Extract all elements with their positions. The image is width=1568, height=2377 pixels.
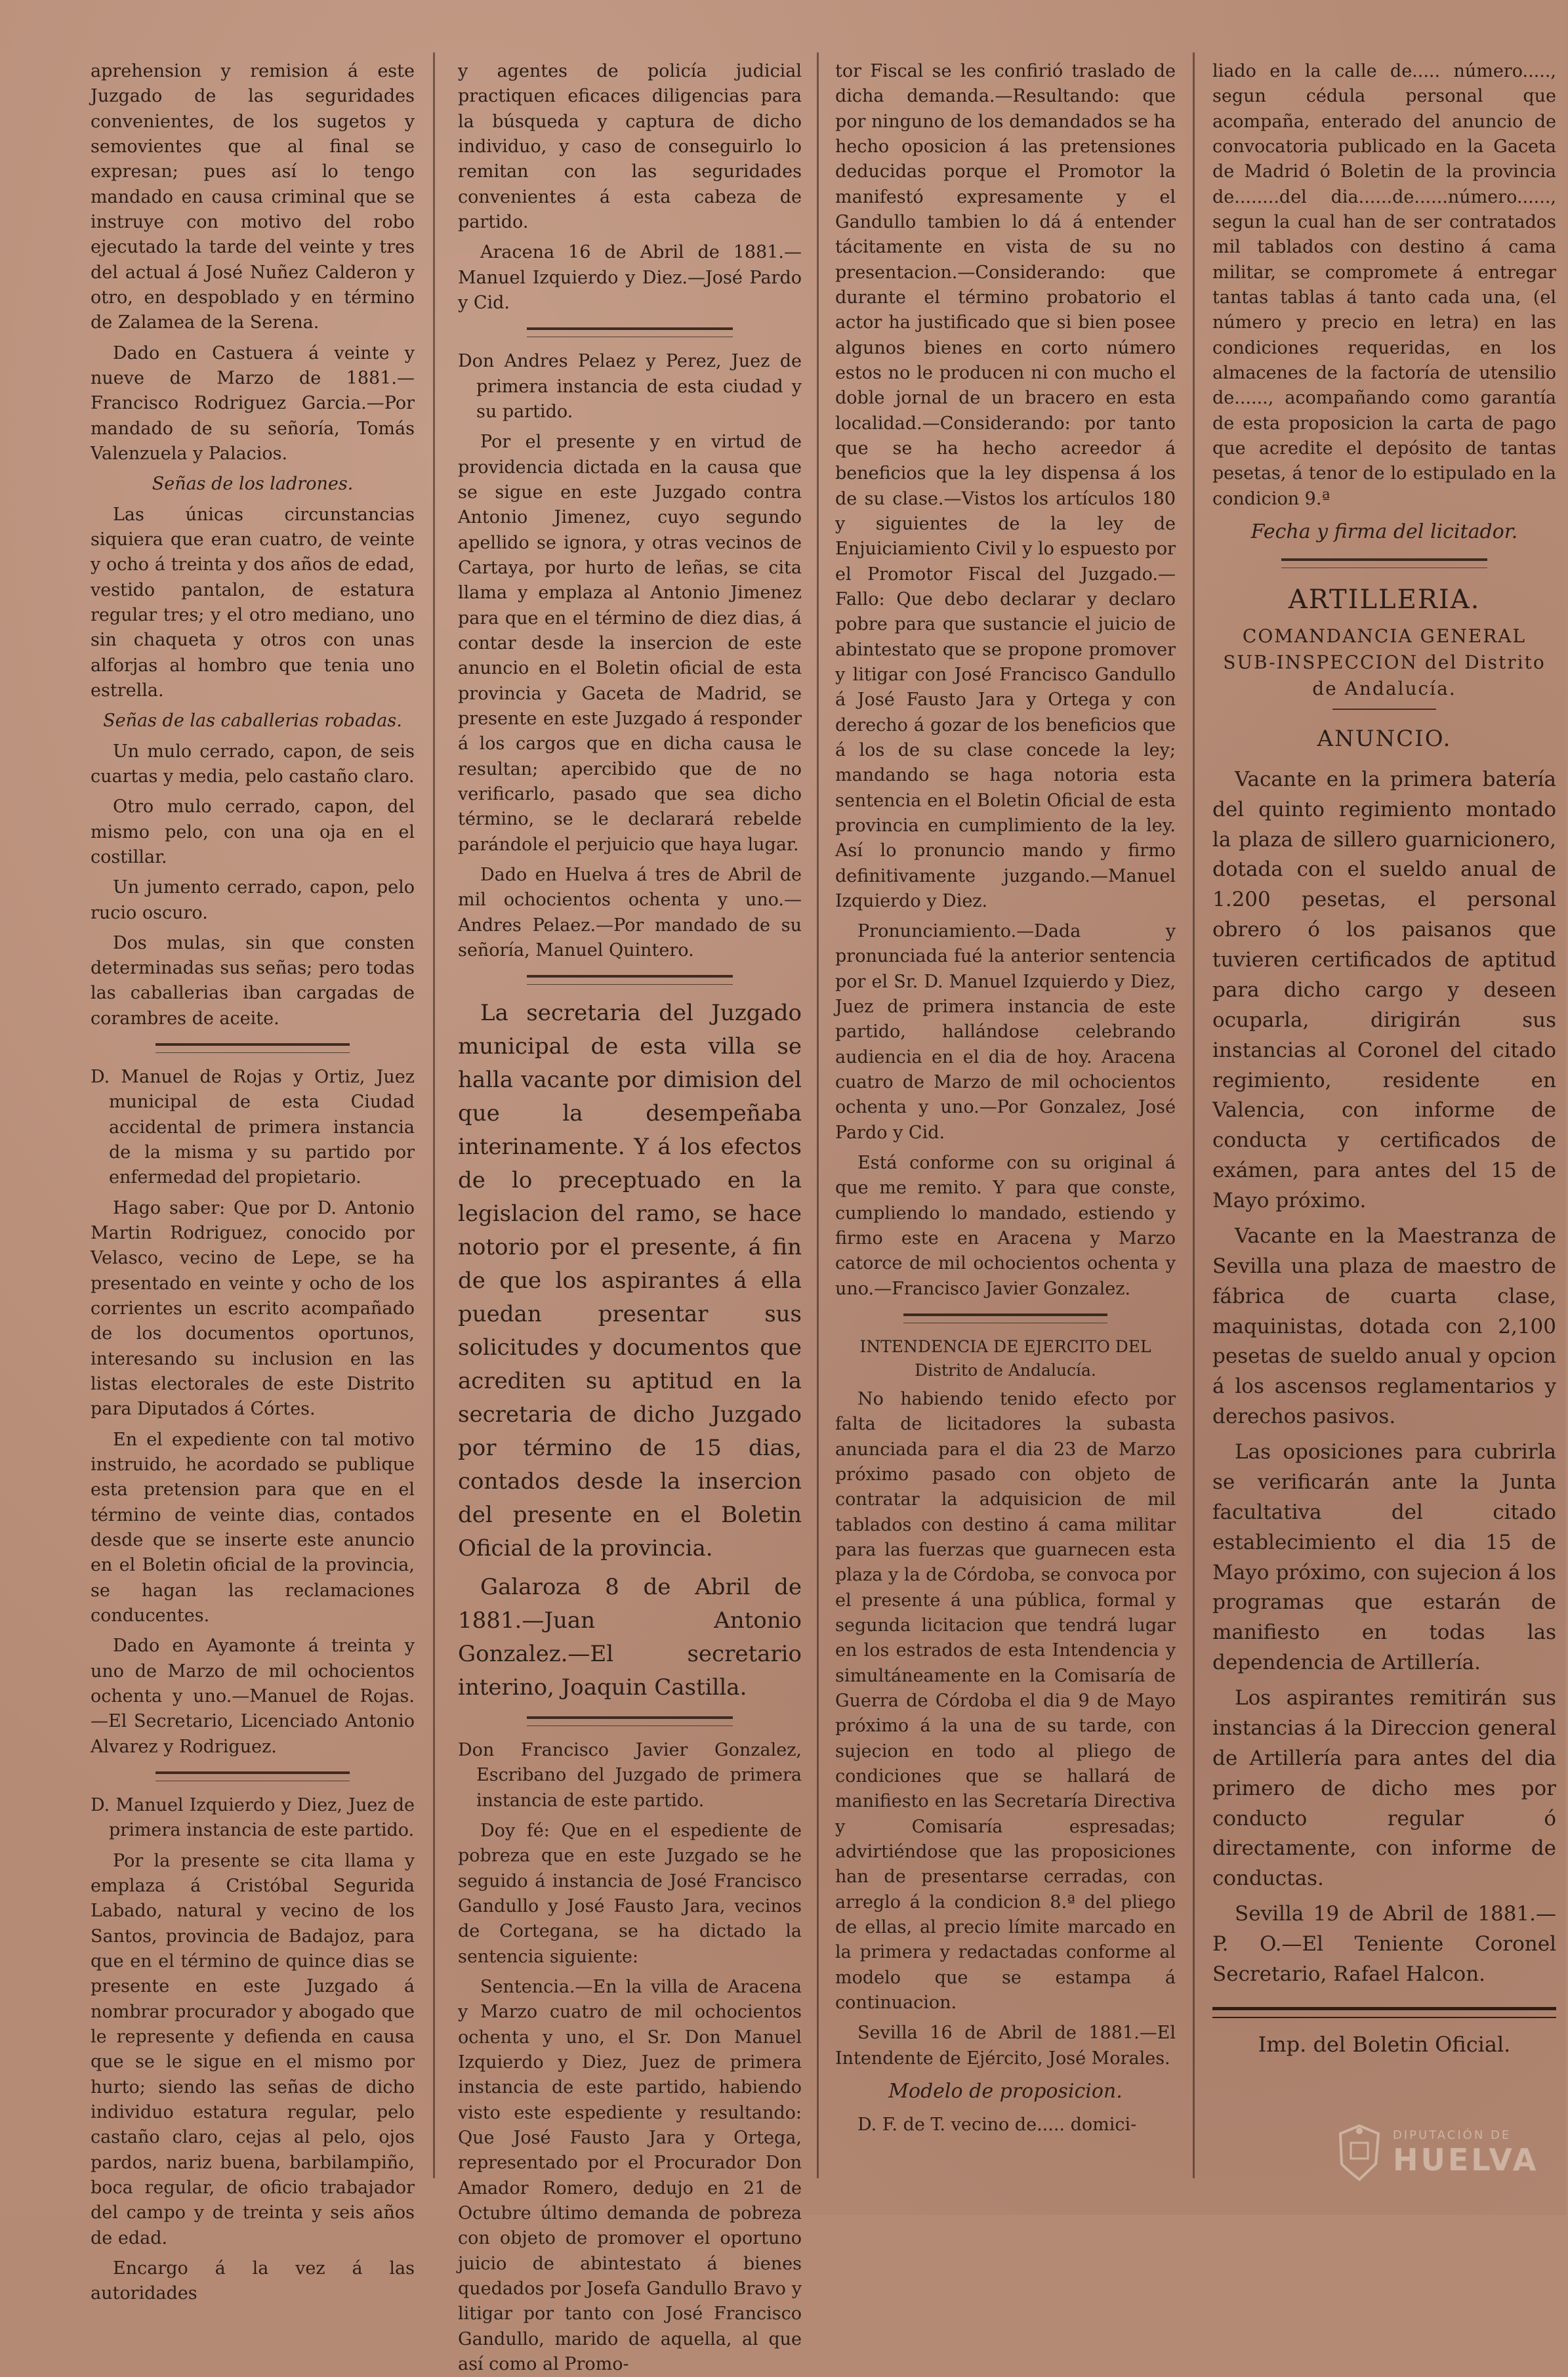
column-divider bbox=[817, 52, 819, 2178]
paragraph: Un jumento cerrado, capon, pelo rucio oscuro. bbox=[91, 877, 415, 923]
paragraph: tor Fiscal se les confirió traslado de dicha demanda.—Resultando: que por ninguno de los demandados se ha hecho oposicion á las pretensiones deducidas porque el Promotor la manifestó expresamente y el Gandullo tambien lo dá á entender tácitamente en vista de su no presentacion.—Considerando: que durante el término probatorio el actor ha justificado que si bien posee algunos bienes en corto número estos no le producen ni con mucho el doble jornal de un bracero en esta localidad.—Considerando: por tanto que se ha hecho acreedor á beneficios que la ley dispensa á los de su clase.—Vistos los artículos 180 y siguientes de la ley de Enjuiciamiento Civil y lo espuesto por el Promotor Fiscal del Juzgado.—Fallo: Que debo declarar y declaro pobre para que sustancie el juicio de abintestato que se propone promover y litigar con José Francisco Gandullo á José Fausto Jara y Ortega y con derecho á gozar de los beneficios que á los de su clase concede la ley; mandando se haga notoria esta sentencia en el Boletin Oficial de esta provincia en cumplimiento de la ley. Así lo pronuncio mando y firmo definitivamente juzgando.—Manuel Izquierdo y Diez. bbox=[835, 61, 1176, 911]
paragraph: liado en la calle de..... número....., segun cédula personal que acompaña, enterado del anuncio de convocatoria publicado en la Gaceta de Madrid ó Boletin de la provincia de........del dia......de......número......, segun la cual han de ser contratados mil tablados con destino á cama militar, se compromete á entregar tantas tablas á tanto cada una, (el número y precio en letra) en las condiciones requeridas, en los almacenes de la factoría de utensilio de......, acompañando como garantía de esta proposicion la carta de pago que acredite el depósito de tantas pesetas, á tenor de lo estipulado en la condicion 9.ª bbox=[1212, 61, 1556, 509]
paragraph: Por la presente se cita llama y emplaza á Cristóbal Segurida Labado, natural y vecino de los Santos, provincia de Badajoz, para que en el término de quince dias se presente en este Juzgado á nombrar procurador y abogado que le represente y defienda en causa que se le sigue en el mismo por hurto; siendo las señas de dicho individuo estatura regular, pelo castaño claro, cejas al pelo, ojos pardos, nariz buena, barbilampiño, boca regular, de oficio trabajador del campo y de treinta y seis años de edad. bbox=[91, 1850, 415, 2248]
paragraph: Está conforme con su original á que me remito. Y para que conste, cumpliendo lo mandado, estiendo y firmo este en Aracena y Marzo catorce de mil ochocientos ochenta y uno.—Francisco Javier Gonzalez. bbox=[835, 1153, 1176, 1299]
separator-rule bbox=[527, 975, 733, 985]
separator-rule bbox=[155, 1043, 350, 1053]
paragraph: En el expediente con tal motivo instruido, he acordado se publique esta pretension para que en el término de veinte dias, contados desde que se inserte este anuncio en el Boletin oficial de la provincia, se hagan las reclamaciones conducentes. bbox=[91, 1429, 415, 1626]
section-heading: ARTILLERIA. bbox=[1288, 584, 1481, 615]
column-4 bbox=[1201, 59, 1568, 2191]
separator-rule bbox=[527, 327, 733, 337]
column-1 bbox=[79, 59, 426, 2304]
separator-rule bbox=[1281, 558, 1487, 568]
paragraph: D. Manuel de Rojas y Ortiz, Juez municipal de esta Ciudad accidental de primera instancia de la misma y su partido por enfermedad del propietario. bbox=[91, 1067, 415, 1188]
paragraph: No habiendo tenido efecto por falta de licitadores la subasta anunciada para el dia 23 de Marzo próximo pasado con objeto de contratar la adquisicion de mil tablados con destino á cama militar para las fuerzas que guarnecen esta plaza y la de Córdoba, se convoca por el presente á una pública, formal y segunda licitacion que tendrá lugar en los estrados de esta Intendencia y simultáneamente en la Comisaría de Guerra de Córdoba el dia 9 de Mayo próximo á la una de su tarde, con sujecion en todo al pliego de condiciones que se hallará de manifiesto en las Secretaría Directiva y Comisaría espresadas; advirtiéndose que las proposiciones han de presentarse cerradas, con arreglo á la condicion 8.ª del pliego de ellas, al precio límite marcado en la primera y redactadas conforme al modelo que se estampa á continuacion. bbox=[835, 1389, 1176, 2013]
paragraph: Dos mulas, sin que consten determinadas sus señas; pero todas las caballerias iban cargadas de corambres de aceite. bbox=[91, 932, 415, 1029]
paragraph: Don Andres Pelaez y Perez, Juez de primera instancia de esta ciudad y su partido. bbox=[458, 351, 802, 422]
section-heading: INTENDENCIA DE EJERCITO DEL Distrito de Andalucía. bbox=[859, 1337, 1151, 1380]
paragraph: Encargo á la vez á las autoridades bbox=[91, 2258, 415, 2304]
column-3 bbox=[823, 59, 1187, 2191]
paragraph: Aracena 16 de Abril de 1881.—Manuel Izquierdo y Diez.—José Pardo y Cid. bbox=[458, 242, 802, 313]
paragraph: Dado en Castuera á veinte y nueve de Marzo de 1881.—Francisco Rodriguez Garcia.—Por mandado de su señoría, Tomás Valenzuela y Palacios. bbox=[91, 342, 415, 464]
paragraph: Las oposiciones para cubrirla se verificarán ante la Junta facultativa del citado establecimiento el dia 15 de Mayo próximo, con sujecion á los programas que estarán de manifiesto en todas las dependencia de Artillería. bbox=[1212, 1440, 1556, 1675]
logo-line-1: DIPUTACIÓN DE bbox=[1393, 2128, 1512, 2142]
paragraph: aprehension y remision á este Juzgado de las seguridades convenientes, de los sugetos y semovientes que al final se expresan; pues así lo tengo mandado en causa criminal que se instruye con motivo del robo ejecutado la tarde del veinte y tres del actual á José Nuñez Calderon y otro, en despoblado y en término de Zalamea de la Serena. bbox=[91, 61, 415, 333]
paragraph: Otro mulo cerrado, capon, del mismo pelo, con una oja en el costillar. bbox=[91, 796, 415, 867]
paragraph: D. F. de T. vecino de..... domici- bbox=[857, 2114, 1137, 2135]
section-subheading: COMANDANCIA GENERAL SUB-INSPECCION del Distrito de Andalucía. bbox=[1223, 625, 1546, 699]
paragraph: Sevilla 16 de Abril de 1881.—El Intendente de Ejército, José Morales. bbox=[835, 2023, 1176, 2069]
section-heading: ANUNCIO. bbox=[1317, 725, 1452, 752]
crest-icon bbox=[1336, 2123, 1382, 2182]
paragraph: y agentes de policía judicial practiquen eficaces diligencias para la búsqueda y captura de dicho individuo, y caso de conseguirlo lo remitan con las seguridades convenientes á esta cabeza de partido. bbox=[458, 61, 802, 232]
paragraph: Sentencia.—En la villa de Aracena y Marzo cuatro de mil ochocientos ochenta y uno, el Sr. Don Manuel Izquierdo y Diez, Juez de primera instancia de este partido, habiendo visto este espediente y resultando: Que José Fausto Jara y Ortega, representado por el Procurador Don Amador Romero, dedujo en 21 de Octubre último demanda de pobreza con objeto de promover el oportuno juicio de abintestato á bienes quedados por Josefa Gandullo Bravo y litigar por tanto con José Francisco Gandullo, marido de aquella, al que así como al Promo- bbox=[458, 1977, 802, 2375]
double-rule bbox=[1212, 2007, 1556, 2018]
separator-rule bbox=[903, 1313, 1107, 1323]
paragraph: Doy fé: Que en el espediente de pobreza que en este Juzgado se he seguido á instancia de José Francisco Gandullo y José Fausto Jara, vecinos de Cortegana, se ha dictado la sentencia siguiente: bbox=[458, 1821, 802, 1967]
logo-line-2: HUELVA bbox=[1393, 2141, 1539, 2178]
paragraph: Vacante en la Maestranza de Sevilla una plaza de maestro de fábrica de cuarta clase, maquinistas, dotada con 2,100 pesetas de sueldo anual y opcion á los ascensos reglamentarios y derechos pasivos. bbox=[1212, 1224, 1556, 1429]
section-heading: Modelo de proposicion. bbox=[888, 2079, 1123, 2103]
column-divider bbox=[1193, 52, 1195, 2178]
paragraph: D. Manuel Izquierdo y Diez, Juez de primera instancia de este partido. bbox=[91, 1795, 415, 1841]
paragraph: Hago saber: Que por D. Antonio Martin Rodriguez, conocido por Velasco, vecino de Lepe, se ha presentado en veinte y ocho de los corrientes un escrito acompañado de los documentos oportunos, interesando su inclusion en las listas electorales de este Distrito para Diputados á Córtes. bbox=[91, 1197, 415, 1420]
paragraph: Las únicas circunstancias siquiera que eran cuatro, de veinte y ocho á treinta y dos años de edad, vestido pantalon, de estatura regular tres; y el otro mediano, uno sin chaqueta y otros con unas alforjas al hombro que tenia uno estrella. bbox=[91, 504, 415, 701]
signature-line: Fecha y firma del licitador. bbox=[1250, 520, 1518, 543]
paragraph: Un mulo cerrado, capon, de seis cuartas y media, pelo castaño claro. bbox=[91, 741, 415, 787]
paragraph: Vacante en la primera batería del quinto regimiento montado la plaza de sillero guarnicionero, dotada con el sueldo anual de 1.200 pesetas, el personal obrero ó los paisanos que tuvieren certificados de aptitud para dicho cargo y deseen ocuparla, dirigirán sus instancias al Coronel del citado regimiento, residente en Valencia, con informe de conducta y certificados de exámen, para antes del 15 de Mayo próximo. bbox=[1212, 767, 1556, 1213]
separator-rule bbox=[1332, 709, 1435, 713]
section-heading: Señas de las caballerias robadas. bbox=[103, 711, 402, 732]
section-heading: Señas de los ladrones. bbox=[152, 474, 354, 495]
separator-rule bbox=[527, 1716, 733, 1726]
paragraph: Dado en Ayamonte á treinta y uno de Marzo de mil ochocientos ochenta y uno.—Manuel de Rojas. —El Secretario, Licenciado Antonio Alvarez y Rodriguez. bbox=[91, 1636, 415, 1757]
paragraph: Galaroza 8 de Abril de 1881.—Juan Antonio Gonzalez.—El secretario interino, Joaquin Castilla. bbox=[458, 1574, 802, 1701]
separator-rule bbox=[155, 1771, 350, 1781]
paragraph: Los aspirantes remitirán sus instancias á la Direccion general de Artillería para antes del dia primero de dicho mes por conducto regular ó directamente, con informe de conductas. bbox=[1212, 1686, 1556, 1891]
column-2 bbox=[446, 59, 814, 2375]
watermark-logo bbox=[1336, 2110, 1539, 2195]
paragraph: Pronunciamiento.—Dada y pronunciada fué la anterior sentencia por el Sr. D. Manuel Izquierdo y Diez, Juez de primera instancia de este partido, hallándose celebrando audiencia en el dia de hoy. Aracena cuatro de Marzo de mil ochocientos ochenta y uno.—Por Gonzalez, José Pardo y Cid. bbox=[835, 921, 1176, 1143]
imprint-line: Imp. del Boletin Oficial. bbox=[1258, 2031, 1511, 2057]
paragraph: Sevilla 19 de Abril de 1881.—P. O.—El Teniente Coronel Secretario, Rafael Halcon. bbox=[1212, 1902, 1556, 1986]
paragraph: Dado en Huelva á tres de Abril de mil ochocientos ochenta y uno.—Andres Pelaez.—Por mandado de su señoría, Manuel Quintero. bbox=[458, 864, 802, 961]
paragraph: Por el presente y en virtud de providencia dictada en la causa que se sigue en este Juzgado contra Antonio Jimenez, cuyo segundo apellido se ignora, y otras vecinos de Cartaya, por hurto de leñas, se cita llama y emplaza al Antonio Jimenez para que en el término de diez dias, á contar desde la insercion de este anuncio en el Boletin oficial de esta provincia y Gaceta de Madrid, se presente en este Juzgado á responder á los cargos que en dicha causa le resultan; apercibido que de no verificarlo, pasado que sea dicho término, se le declarará rebelde parándole el perjuicio que haya lugar. bbox=[458, 432, 802, 855]
paragraph: Don Francisco Javier Gonzalez, Escribano del Juzgado de primera instancia de este partido. bbox=[458, 1740, 802, 1811]
column-divider bbox=[433, 52, 435, 2178]
paragraph: La secretaria del Juzgado municipal de esta villa se halla vacante por dimision del que la desempeñaba interinamente. Y á los efectos de lo preceptuado en la legislacion del ramo, se hace notorio por el presente, á fin de que los aspirantes á ella puedan presentar sus solicitudes y documentos que acrediten su aptitud en la secretaria de dicho Juzgado por término de 15 dias, contados desde la insercion del presente en el Boletin Oficial de la provincia. bbox=[458, 1000, 802, 1562]
